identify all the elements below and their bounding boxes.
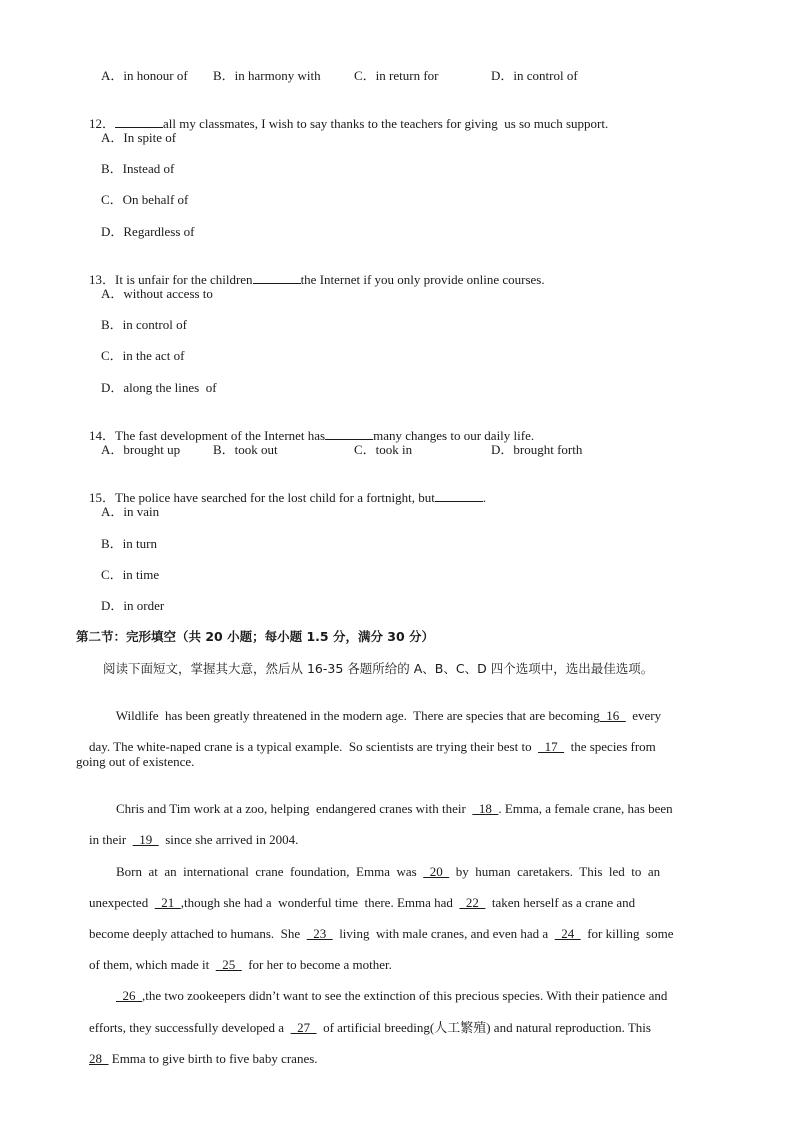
blank-16[interactable]: 16 bbox=[599, 708, 626, 723]
q14-stem-before: The fast development of the Internet has bbox=[115, 428, 326, 443]
q12-option-a[interactable]: A．In spite of bbox=[101, 130, 177, 145]
q13-option-a[interactable]: A．without access to bbox=[101, 286, 213, 301]
q13-option-d[interactable]: D．along the lines of bbox=[101, 380, 217, 395]
section-instruction: 阅读下面短文，掌握其大意，然后从 16-35 各题所给的 A、B、C、D 四个选项中，选出最佳选项。 bbox=[103, 661, 654, 676]
q15-option-a[interactable]: A．in vain bbox=[101, 504, 160, 519]
passage-text: for her to become a mother. bbox=[241, 957, 392, 972]
q13-option-c[interactable]: C．in the act of bbox=[101, 348, 185, 363]
passage-text: since she arrived in 2004. bbox=[158, 832, 299, 847]
passage-text: become deeply attached to humans. She bbox=[89, 926, 307, 941]
section-heading: 第二节：完形填空（共 20 小题；每小题 1.5 分，满分 30 分） bbox=[76, 629, 435, 644]
passage-text: the species from bbox=[564, 739, 656, 754]
q14-option-d[interactable]: D．brought forth bbox=[491, 442, 583, 457]
q12-stem-text: all my classmates, I wish to say thanks to the teachers for giving us so much support. bbox=[163, 116, 609, 131]
passage-text: Wildlife has been greatly threatened in the modern age. There are species that are becoming bbox=[115, 708, 600, 723]
passage-p4-line3 bbox=[76, 1035, 318, 1083]
passage-text: ,though she had a wonderful time there. Emma had bbox=[180, 895, 460, 910]
blank-28[interactable]: 28 bbox=[89, 1051, 109, 1066]
passage-text: Born at an international crane foundation, Emma was bbox=[116, 864, 424, 879]
q12-number: 12． bbox=[89, 116, 116, 131]
q15-option-d[interactable]: D．in order bbox=[101, 598, 165, 613]
q14-blank[interactable] bbox=[325, 427, 373, 440]
q15-option-c[interactable]: C．in time bbox=[101, 567, 160, 582]
blank-19[interactable]: 19 bbox=[132, 832, 159, 847]
q12-option-b[interactable]: B．Instead of bbox=[101, 161, 175, 176]
passage-text: taken herself as a crane and bbox=[485, 895, 636, 910]
passage-text: by human caretakers. This led to an bbox=[449, 864, 661, 879]
q15-option-b[interactable]: B．in turn bbox=[101, 536, 157, 551]
q13-option-b[interactable]: B．in control of bbox=[101, 317, 187, 332]
q13-number: 13． bbox=[89, 272, 116, 287]
q14-option-c[interactable]: C．took in bbox=[354, 442, 413, 457]
blank-24[interactable]: 24 bbox=[554, 926, 581, 941]
passage-text: of them, which made it bbox=[89, 957, 216, 972]
passage-text: ,the two zookeepers didn’t want to see the extinction of this precious species. With their patience and bbox=[142, 988, 668, 1003]
blank-25[interactable]: 25 bbox=[215, 957, 242, 972]
blank-22[interactable]: 22 bbox=[459, 895, 486, 910]
passage-text: . Emma, a female crane, has been bbox=[498, 801, 673, 816]
q12-option-d[interactable]: D．Regardless of bbox=[101, 224, 195, 239]
q13-blank[interactable] bbox=[253, 271, 301, 284]
blank-27[interactable]: 27 bbox=[290, 1020, 317, 1035]
passage-p1-line3: going out of existence. bbox=[76, 754, 195, 769]
q14-stem-after: many changes to our daily life. bbox=[373, 428, 535, 443]
passage-text: in their bbox=[89, 832, 133, 847]
q13-stem-after: the Internet if you only provide online courses. bbox=[300, 272, 545, 287]
q11-option-a[interactable]: A．in honour of bbox=[101, 68, 188, 83]
passage-text: Emma to give birth to five baby cranes. bbox=[108, 1051, 318, 1066]
q15-number: 15． bbox=[89, 490, 116, 505]
q11-option-d[interactable]: D．in control of bbox=[491, 68, 578, 83]
q14-number: 14． bbox=[89, 428, 116, 443]
q14-option-a[interactable]: A．brought up bbox=[101, 442, 181, 457]
blank-26[interactable]: 26 bbox=[116, 988, 142, 1003]
q11-option-c[interactable]: C．in return for bbox=[354, 68, 439, 83]
passage-text: living with male cranes, and even had a bbox=[332, 926, 555, 941]
blank-17[interactable]: 17 bbox=[538, 739, 565, 754]
blank-23[interactable]: 23 bbox=[306, 926, 333, 941]
passage-text: every bbox=[625, 708, 662, 723]
blank-20[interactable]: 20 bbox=[423, 864, 450, 879]
q15-blank[interactable] bbox=[435, 489, 483, 502]
passage-text: for killing some bbox=[580, 926, 674, 941]
q14-option-b[interactable]: B．took out bbox=[213, 442, 278, 457]
q13-stem-before: It is unfair for the children bbox=[115, 272, 253, 287]
q12-blank[interactable] bbox=[115, 115, 163, 128]
q15-stem-before: The police have searched for the lost child for a fortnight, but bbox=[115, 490, 435, 505]
q11-option-b[interactable]: B．in harmony with bbox=[213, 68, 321, 83]
passage-text: Chris and Tim work at a zoo, helping endangered cranes with their bbox=[116, 801, 473, 816]
passage-text: day. The white-naped crane is a typical example. So scientists are trying their best to bbox=[89, 739, 539, 754]
passage-text: unexpected bbox=[89, 895, 155, 910]
q12-option-c[interactable]: C．On behalf of bbox=[101, 192, 189, 207]
passage-text: of artificial breeding(人工繁殖) and natural reproduction. This bbox=[316, 1020, 651, 1035]
blank-18[interactable]: 18 bbox=[472, 801, 499, 816]
q15-stem-after: . bbox=[482, 490, 487, 505]
passage-text: efforts, they successfully developed a bbox=[89, 1020, 291, 1035]
blank-21[interactable]: 21 bbox=[154, 895, 181, 910]
